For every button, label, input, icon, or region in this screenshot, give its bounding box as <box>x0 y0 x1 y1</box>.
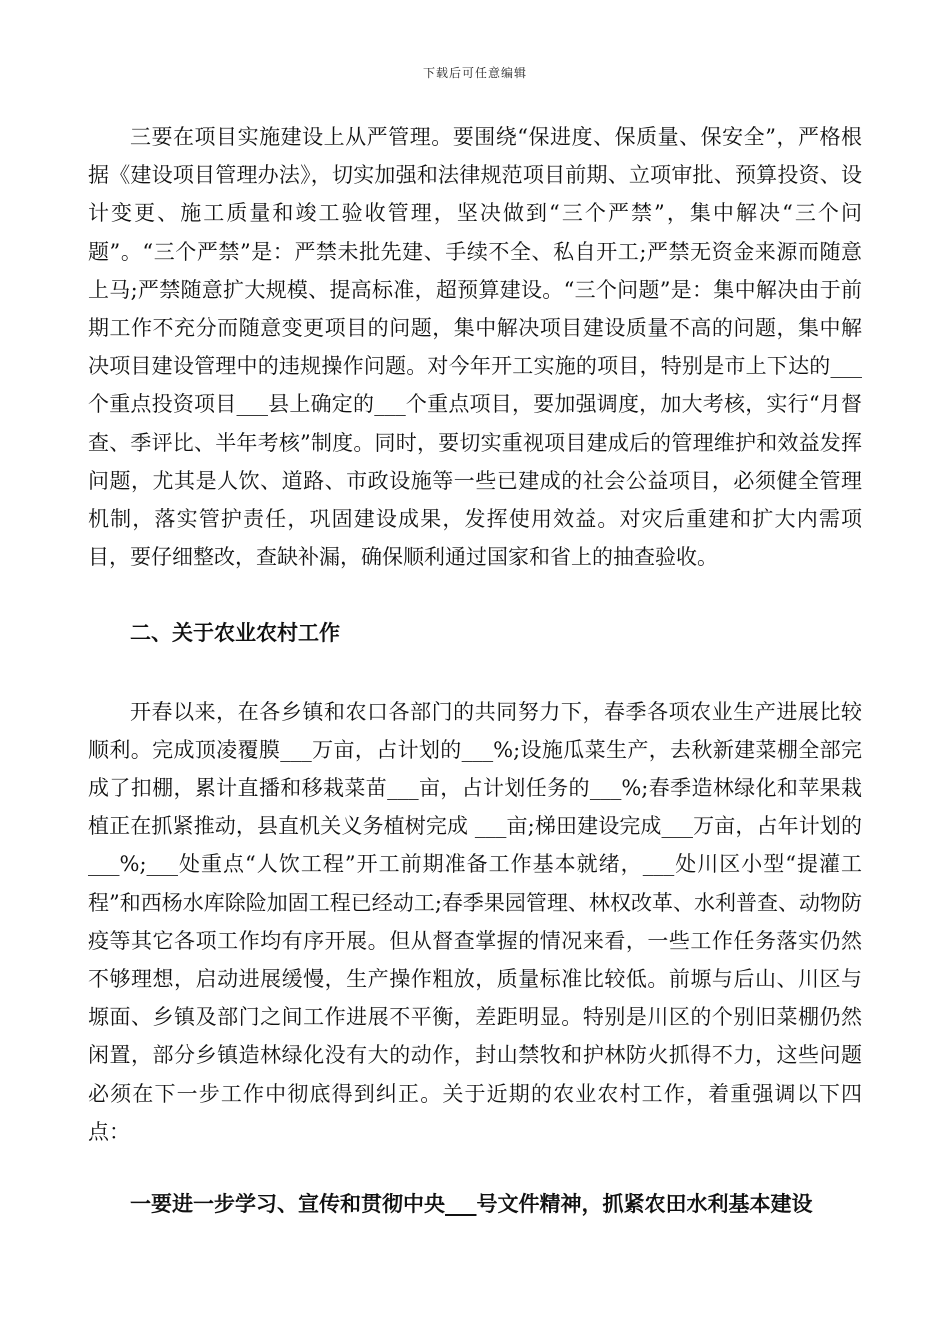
section-heading-agriculture: 二、关于农业农村工作 <box>130 620 340 646</box>
page-header-note: 下载后可任意编辑 <box>422 66 527 80</box>
paragraph-spacer <box>88 1151 862 1185</box>
paragraph-spacer <box>88 576 862 614</box>
point-one-heading: 一要进一步学习、宣传和贯彻中央___号文件精神，抓紧农田水利基本建设 <box>130 1191 813 1217</box>
paragraph-project-management: 三要在项目实施建设上从严管理。要围绕“保进度、保质量、保安全”，严格根据《建设项目管理办法》，切实加强和法律规范项目前期、立项审批、预算投资、设计变更、施工质量和竣工验收管理，坚决做到“三个严禁”，集中解决“三个问题”。“三个严禁”是：严禁未批先建、手续不全、私自开工;严禁无资金来源而随意上马;严禁随意扩大规模、提高标准，超预算建设。“三个问题”是：集中解决由于前期工作不充分而随意变更项目的问题，集中解决项目建设质量不高的问题，集中解决项目建设管理中的违规操作问题。对今年开工实施的项目，特别是市上下达的___个重点投资项目___县上确定的___个重点项目，要加强调度，加大考核，实行“月督查、季评比、半年考核”制度。同时，要切实重视项目建成后的管理维护和效益发挥问题，尤其是人饮、道路、市政设施等一些已建成的社会公益项目，必须健全管理机制，落实管护责任，巩固建设成果，发挥使用效益。对灾后重建和扩大内需项目，要仔细整改，查缺补漏，确保顺利通过国家和省上的抽查验收。 <box>88 125 862 570</box>
paragraph-spacer <box>88 653 862 693</box>
paragraph-agriculture-progress: 开春以来，在各乡镇和农口各部门的共同努力下，春季各项农业生产进展比较顺利。完成顶凌覆膜___万亩，占计划的___%;设施瓜菜生产，去秋新建菜棚全部完成了扣棚，累计直播和移栽菜苗___亩，占计划任务的___%;春季造林绿化和苹果栽植正在抓紧推动，县直机关义务植树完成 ___亩;梯田建设完成___万亩，占年计划的___%;___处重点“人饮工程”开工前期准备工作基本就绪，___处川区小型“提灌工程”和西杨水库除险加固工程已经动工;春季果园管理、林权改革、水利普查、动物防疫等其它各项工作均有序开展。但从督查掌握的情况来看，一些工作任务落实仍然不够理想，启动进展缓慢，生产操作粗放，质量标准比较低。前塬与后山、川区与塬面、乡镇及部门之间工作进展不平衡，差距明显。特别是川区的个别旧菜棚仍然闲置，部分乡镇造林绿化没有大的动作，封山禁牧和护林防火抓得不力，这些问题必须在下一步工作中彻底得到纠正。关于近期的农业农村工作，着重强调以下四点： <box>88 699 862 1144</box>
document-body <box>88 118 862 1223</box>
